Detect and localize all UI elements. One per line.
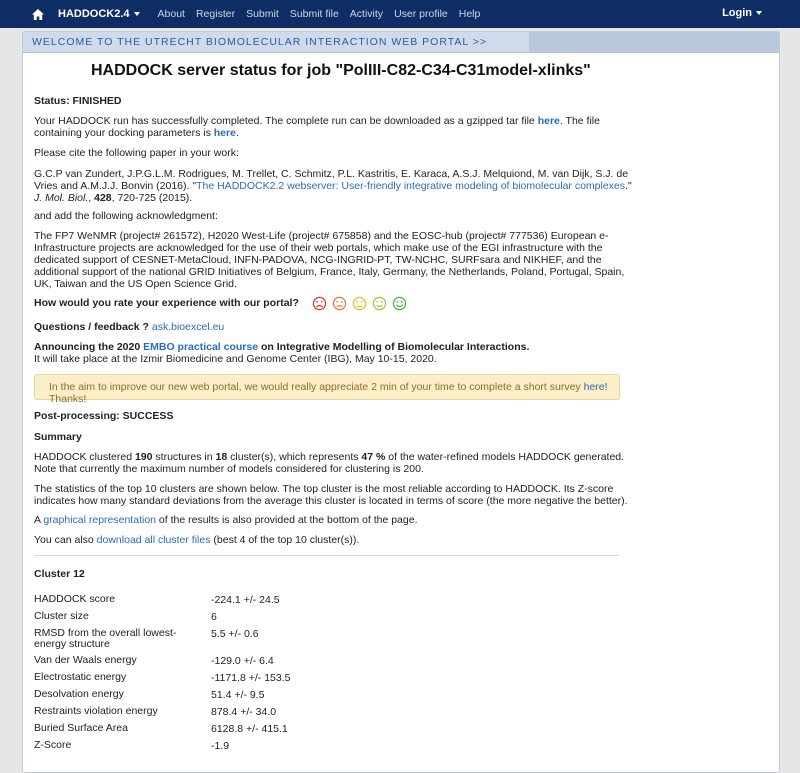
cluster-percent: 47 % [361,451,386,463]
feedback-row [34,321,632,333]
banner-text: WELCOME TO THE UTRECHT BIOMOLECULAR INTERACTION WEB PORTAL >> [32,36,488,48]
stat-label: Desolvation energy [34,688,124,700]
status-text: Status: FINISHED [34,95,122,107]
home-icon[interactable] [30,6,46,22]
citation-volume: 428 [94,192,112,204]
download-tar-link[interactable]: here [537,115,560,127]
citation-authors: G.C.P van Zundert, J.P.G.L.M. Rodrigues, M. Trellet, C. Schmitz, P.L. Kastritis, E. Karaca, A.S.J. Melquiond, M. van Dijk, S.J. de Vries and A.M.J.J. Bonvin (2016). " [34,168,629,192]
citation-journal: J. Mol. Biol. [34,192,89,204]
nav-submit-file[interactable]: Submit file [289,8,339,20]
very-unhappy-face-icon[interactable] [312,296,327,311]
announce-details: It will take place at the Izmir Biomedicine and Genome Center (IBG), May 10-15, 2020. [34,353,437,365]
announcement [34,341,632,365]
announce-pre: Announcing the 2020 [34,341,144,353]
download-pre: You can also [34,534,97,546]
run-text-post: . [235,127,239,139]
stat-label: RMSD from the overall lowest-energy structure [34,627,177,650]
happy-face-icon[interactable] [372,296,387,311]
survey-link[interactable]: here! [583,381,608,393]
summary-p1: HADDOCK clustered [34,451,135,463]
main-panel [22,31,780,773]
stat-value: 878.4 +/- 34.0 [211,706,277,718]
stat-value: -129.0 +/- 6.4 [211,655,274,667]
nav-help[interactable]: Help [458,8,481,20]
neutral-face-icon[interactable] [352,296,367,311]
navbar [0,0,800,28]
stat-label: Cluster size [34,610,89,622]
citation-after: ." [625,180,632,192]
stat-value: 5.5 +/- 0.6 [211,628,259,640]
cluster-title: Cluster 12 [34,568,85,580]
download-clusters-link[interactable]: download all cluster files [96,534,211,546]
summary-text [34,451,632,475]
cluster-count: 18 [215,451,228,463]
rating-faces [312,296,412,311]
structure-count: 190 [134,451,153,463]
brand-menu[interactable] [58,8,140,20]
feedback-link[interactable]: ask.bioexcel.eu [151,321,225,333]
stat-value: -224.1 +/- 24.5 [211,594,280,606]
survey-alert [34,374,620,405]
download-post: (best 4 of the top 10 cluster(s)). [210,534,360,546]
stat-value: 6128.8 +/- 415.1 [211,723,288,735]
graphical-pre: A [34,514,44,526]
very-happy-face-icon[interactable] [392,296,407,311]
divider [34,555,619,556]
stat-label: Electrostatic energy [34,671,127,683]
stat-label: Buried Surface Area [34,722,128,734]
page-title: HADDOCK server status for job "PolIII-C82-C34-C31model-xlinks" [91,62,591,79]
banner-decoration [529,32,779,52]
nav-submit[interactable]: Submit [246,8,279,20]
nav-about[interactable]: About [157,8,185,20]
rating-question: How would you rate your experience with our portal? [34,297,299,309]
feedback-label: Questions / feedback ? [34,321,152,333]
stat-label: Z-Score [34,739,72,751]
params-file-link[interactable]: here [213,127,236,139]
run-text-mid: . The file containing your docking parameters is [34,115,600,139]
statistics-text: The statistics of the top 10 clusters are shown below. The top cluster is the most reliable according to HADDOCK. Its Z-score indicates how many standard deviations from the average this cluster is located in terms of score (the more negative the better). [34,483,628,507]
welcome-banner[interactable] [23,32,779,53]
nav-activity[interactable]: Activity [349,8,384,20]
chevron-down-icon [134,12,140,16]
login-label: Login [722,7,752,19]
nav-user-profile[interactable]: User profile [394,8,448,20]
stat-value: -1.9 [211,740,230,752]
stat-value: 51.4 +/- 9.5 [211,689,265,701]
graphical-text [34,514,632,526]
download-text [34,534,632,546]
citation-pages: , 720-725 (2015). [111,192,193,204]
graphical-representation-link[interactable]: graphical representation [43,514,156,526]
citation-sep: , [88,192,95,204]
summary-p4: of the water-refined models HADDOCK generated. Note that currently the maximum number of models considered for clustering is 200. [34,451,625,475]
embo-course-link[interactable]: EMBO practical course [143,341,259,353]
summary-p2: structures in [152,451,216,463]
run-complete-text [34,115,632,139]
nav-menu [158,8,492,20]
run-text-pre: Your HADDOCK run has successfully completed. The complete run can be downloaded as a gzipped tar file [34,115,538,127]
unhappy-face-icon[interactable] [332,296,347,311]
nav-register[interactable]: Register [195,8,236,20]
survey-post: Thanks! [49,393,87,405]
survey-text [49,381,619,405]
cite-intro: Please cite the following paper in your work: [34,147,239,159]
announce-post: on Integrative Modelling of Biomolecular Interactions. [258,341,530,353]
postprocessing-status: Post-processing: SUCCESS [34,410,174,422]
survey-pre: In the aim to improve our new web portal, we would really appreciate 2 min of your time to complete a short survey [49,381,584,393]
login-button[interactable] [722,7,762,19]
rating-row [34,294,632,312]
stat-value: 6 [211,611,217,623]
ack-intro: and add the following acknowledgment: [34,210,218,222]
summary-p3: cluster(s), which represents [227,451,362,463]
stat-label: Van der Waals energy [34,654,137,666]
chevron-down-icon [756,11,762,15]
ack-text: The FP7 WeNMR (project# 261572), H2020 West-Life (project# 675858) and the EOSC-hub (project# 777536) European e-Infrastructure projects are acknowledged for the use of their web portals, which make use of the EGI infrastructure with the dedicated support of CESNET-MetaCloud, INFN-PADOVA, NCG-INGRID-PT, TW-NCHC, SURFsara and NIKHEF, and the additional support of the national GRID Initiatives of Belgium, France, Italy, Germany, the Netherlands, Poland, Portugal, Spain, UK, Taiwan and the US Open Science Grid. [34,230,625,290]
graphical-post: of the results is also provided at the bottom of the page. [156,514,418,526]
summary-heading: Summary [34,431,82,443]
brand-label: HADDOCK2.4 [58,8,130,20]
stat-value: -1171.8 +/- 153.5 [211,672,291,684]
stat-label: Restraints violation energy [34,705,158,717]
stat-label: HADDOCK score [34,593,116,605]
citation-link[interactable]: The HADDOCK2.2 webserver: User-friendly integrative modeling of biomolecular complexes [196,180,626,192]
citation [34,168,632,204]
